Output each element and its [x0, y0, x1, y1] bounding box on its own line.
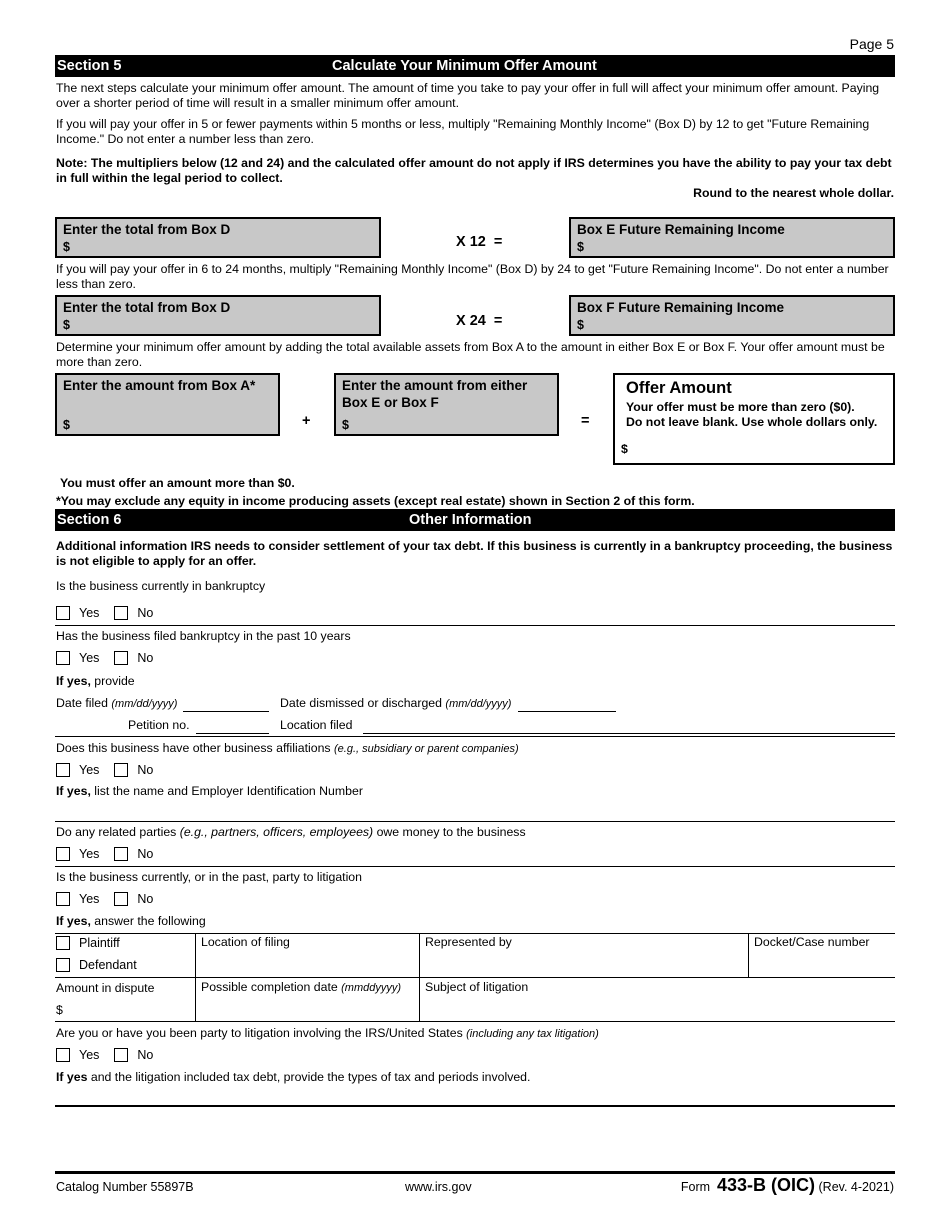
dollar-sign: $: [63, 240, 70, 254]
if-yes-answer: If yes, answer the following: [56, 914, 206, 928]
related-yes-no: [56, 847, 153, 861]
related-yes-checkbox[interactable]: [56, 847, 70, 861]
filed-yes-checkbox[interactable]: [56, 651, 70, 665]
six-to-24-instructions: If you will pay your offer in 6 to 24 months, multiply "Remaining Monthly Income" (Box D) by 24 to get "Future Remaining Income". Do not enter a number less than zero.: [56, 262, 889, 291]
irs-url: www.irs.gov: [405, 1180, 472, 1194]
no-label: No: [137, 763, 154, 777]
q-filed-bankruptcy: Has the business filed bankruptcy in the past 10 years: [56, 629, 351, 643]
section-6-title: Other Information: [409, 512, 532, 528]
represented-by-label: Represented by: [425, 935, 512, 949]
box-d-label: Enter the total from Box D: [63, 222, 231, 237]
box-e-label: Box E Future Remaining Income: [577, 222, 785, 237]
table-col-divider: [419, 933, 420, 1021]
date-filed-input[interactable]: [183, 711, 269, 712]
q-litigation: Is the business currently, or in the past, party to litigation: [56, 870, 362, 884]
affiliations-no-checkbox[interactable]: [114, 763, 128, 777]
offer-amount-rules: Your offer must be more than zero ($0). Do not leave blank. Use whole dollars only.: [626, 400, 878, 429]
location-of-filing-label: Location of filing: [201, 935, 290, 949]
multiplier-12: X 12 =: [456, 234, 503, 250]
box-f-field[interactable]: [569, 295, 895, 336]
litigation-no-checkbox[interactable]: [114, 892, 128, 906]
yes-label: Yes: [79, 651, 100, 665]
page-number: Page 5: [849, 36, 894, 52]
section-6-header: [55, 509, 895, 531]
if-yes-types: If yes and the litigation included tax debt, provide the types of tax and periods involved.: [56, 1070, 531, 1084]
dollar-sign: $: [63, 318, 70, 332]
plus-sign: +: [302, 413, 311, 429]
table-mid-line: [55, 977, 895, 978]
petition-input[interactable]: [196, 733, 269, 734]
dollar-sign: $: [63, 418, 70, 432]
table-bottom-line: [55, 1021, 895, 1022]
dollar-sign: $: [342, 418, 349, 432]
q-bankruptcy: Is the business currently in bankruptcy: [56, 579, 266, 593]
determine-instructions: Determine your minimum offer amount by adding the total available assets from Box A to the amount in either Box E or Box F. Your offer amount must be more than zero.: [56, 340, 885, 369]
irs-litigation-yes-checkbox[interactable]: [56, 1048, 70, 1062]
plaintiff-label: Plaintiff: [79, 936, 120, 950]
affiliations-yes-checkbox[interactable]: [56, 763, 70, 777]
possible-completion-label: Possible completion date (mmddyyyy): [201, 980, 402, 994]
q-affiliations: Does this business have other business affiliations (e.g., subsidiary or parent companies): [56, 741, 519, 755]
yes-label: Yes: [79, 763, 100, 777]
multiplier-24: X 24 =: [456, 313, 503, 329]
round-note: Round to the nearest whole dollar.: [693, 186, 894, 200]
dollar-sign: $: [56, 1003, 63, 1017]
yes-label: Yes: [79, 606, 100, 620]
date-filed-label: Date filed (mm/dd/yyyy): [56, 696, 178, 710]
box-d-field-12[interactable]: [55, 217, 381, 258]
section-5-title: Calculate Your Minimum Offer Amount: [332, 58, 597, 74]
bankruptcy-yes-checkbox[interactable]: [56, 606, 70, 620]
box-a-field[interactable]: [55, 373, 280, 436]
dollar-sign: $: [577, 240, 584, 254]
no-label: No: [137, 606, 154, 620]
irs-litigation-answer-line[interactable]: [55, 1105, 895, 1107]
section-5-intro: The next steps calculate your minimum offer amount. The amount of time you take to pay your offer in full will affect your minimum offer amount. Paying over a shorter period of time will result in a smaller minimum offer amount.: [56, 81, 880, 110]
location-filed-input[interactable]: [363, 733, 895, 734]
divider: [55, 736, 895, 737]
date-dismissed-input[interactable]: [518, 711, 616, 712]
section-5-header: [55, 55, 895, 77]
yes-label: Yes: [79, 847, 100, 861]
affiliations-yes-no: [56, 763, 153, 777]
offer-amount-title: Offer Amount: [626, 379, 732, 397]
table-col-divider: [195, 933, 196, 1021]
table-top-line: [55, 933, 895, 934]
related-no-checkbox[interactable]: [114, 847, 128, 861]
divider: [55, 866, 895, 867]
five-payments-instructions: If you will pay your offer in 5 or fewer payments within 5 months or less, multiply "Remaining Monthly Income" (Box D) by 12 to get "Future Remaining Income." Do not enter a number less than zero.: [56, 117, 870, 146]
dollar-sign: $: [621, 442, 628, 456]
irs-litigation-yes-no: [56, 1048, 153, 1062]
defendant-checkbox[interactable]: [56, 958, 70, 972]
if-yes-provide: If yes, provide: [56, 674, 135, 688]
box-d-field-24[interactable]: [55, 295, 381, 336]
footer-rule: [55, 1171, 895, 1174]
bankruptcy-yes-no: [56, 606, 153, 620]
section-6-intro: Additional information IRS needs to consider settlement of your tax debt. If this business is currently in a bankruptcy proceeding, the business is not eligible to apply for an offer.: [56, 539, 893, 568]
litigation-yes-no: [56, 892, 153, 906]
box-ef-field[interactable]: [334, 373, 559, 436]
affiliations-answer-line[interactable]: [55, 821, 895, 822]
yes-label: Yes: [79, 892, 100, 906]
date-dismissed-label: Date dismissed or discharged (mm/dd/yyyy): [280, 696, 512, 710]
defendant-option: [56, 958, 137, 972]
section-6-label: Section 6: [57, 512, 122, 528]
q-irs-litigation: Are you or have you been party to litigation involving the IRS/United States (including any tax litigation): [56, 1026, 599, 1040]
defendant-label: Defendant: [79, 958, 137, 972]
box-e-field[interactable]: [569, 217, 895, 258]
subject-label: Subject of litigation: [425, 980, 529, 994]
bankruptcy-no-checkbox[interactable]: [114, 606, 128, 620]
box-f-label: Box F Future Remaining Income: [577, 300, 785, 315]
no-label: No: [137, 651, 154, 665]
divider: [55, 625, 895, 626]
section-5-label: Section 5: [57, 58, 122, 74]
box-d-label: Enter the total from Box D: [63, 300, 231, 315]
exclude-note: *You may exclude any equity in income producing assets (except real estate) shown in Section 2 of this form.: [56, 494, 695, 508]
form-id: Form 433-B (OIC) (Rev. 4-2021): [680, 1175, 894, 1195]
no-label: No: [137, 892, 154, 906]
box-ef-label: Enter the amount from either Box E or Box F: [342, 378, 528, 410]
dollar-sign: $: [577, 318, 584, 332]
amount-dispute-label: Amount in dispute: [56, 981, 155, 995]
petition-label: Petition no.: [128, 718, 190, 732]
must-offer-note: You must offer an amount more than $0.: [60, 476, 295, 490]
location-filed-label: Location filed: [280, 718, 353, 732]
docket-label: Docket/Case number: [754, 935, 870, 949]
equals-sign: =: [581, 413, 590, 429]
multiplier-note: Note: The multipliers below (12 and 24) and the calculated offer amount do not apply if IRS determines you have the ability to pay your tax debt in full within the legal period to collect.: [56, 156, 892, 185]
offer-amount-field[interactable]: [613, 373, 895, 465]
filed-yes-no: [56, 651, 153, 665]
table-col-divider: [748, 933, 749, 977]
box-a-label: Enter the amount from Box A*: [63, 378, 256, 393]
if-yes-list: If yes, list the name and Employer Identification Number: [56, 784, 363, 798]
catalog-number: Catalog Number 55897B: [56, 1180, 194, 1194]
q-related-parties: Do any related parties (e.g., partners, officers, employees) owe money to the business: [56, 825, 526, 839]
plaintiff-checkbox[interactable]: [56, 936, 70, 950]
litigation-yes-checkbox[interactable]: [56, 892, 70, 906]
plaintiff-option: [56, 936, 120, 950]
no-label: No: [137, 847, 154, 861]
yes-label: Yes: [79, 1048, 100, 1062]
irs-litigation-no-checkbox[interactable]: [114, 1048, 128, 1062]
filed-no-checkbox[interactable]: [114, 651, 128, 665]
no-label: No: [137, 1048, 154, 1062]
